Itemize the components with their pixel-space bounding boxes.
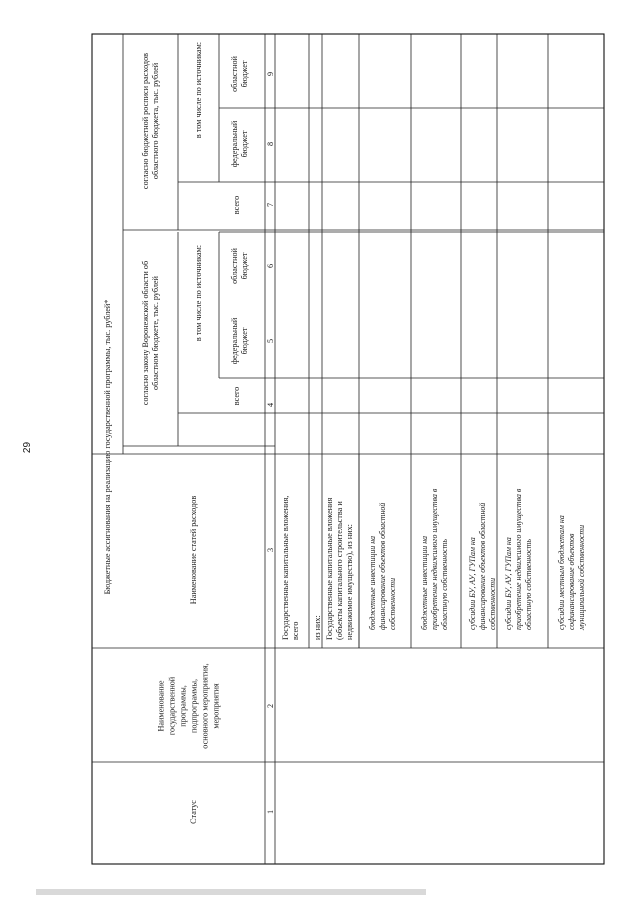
expense-row-3 — [325, 497, 354, 640]
expense-row-5-line: приобретение недвижимого имущества в — [430, 488, 439, 630]
expense-row-1 — [281, 496, 300, 640]
header-program-line: государственной — [167, 676, 177, 736]
expense-row-3-line: недвижимое имущество), из них: — [345, 524, 354, 640]
header-law-text — [141, 261, 160, 405]
header-federal-1-line: бюджет — [240, 327, 249, 355]
header-regional-2 — [230, 55, 249, 91]
header-regional-1-line: бюджет — [240, 252, 249, 280]
expense-row-2-text — [313, 615, 322, 640]
header-total-2 — [232, 196, 241, 214]
expense-row-4-line: собственности — [388, 577, 397, 630]
header-law-line: согласно закону Воронежской области об — [141, 260, 150, 406]
header-roster — [141, 53, 160, 189]
header-regional-1-text — [230, 247, 249, 283]
expense-row-7-line: приобретение недвижимого имущества в — [514, 488, 523, 630]
expense-row-8 — [557, 515, 586, 631]
header-status — [189, 800, 198, 824]
column-number-5 — [266, 339, 275, 343]
expense-row-8-line: софинансирование объектов — [567, 533, 576, 630]
expense-row-8-line: муниципальной собственности — [577, 524, 586, 630]
header-sources-2-text — [194, 42, 203, 138]
header-sources-1 — [194, 245, 203, 341]
header-program-line: подпрограммы, — [189, 679, 199, 733]
scan-edge — [36, 889, 426, 895]
table-frame — [92, 34, 604, 864]
expense-row-5-line: областную собственность — [440, 539, 449, 630]
header-regional-2-line: областной — [230, 56, 239, 92]
expense-row-1-line: всего — [291, 621, 300, 640]
expense-row-3-line: (объекты капитального строительства и — [335, 501, 344, 640]
header-expense-line: Наименование статей расходов — [189, 495, 198, 605]
column-number-5-text — [266, 339, 275, 343]
expense-row-4 — [368, 503, 397, 630]
column-number-1 — [266, 810, 275, 814]
header-program-line: программы, — [178, 685, 188, 727]
expense-row-7-line: областную собственность — [524, 539, 533, 630]
header-federal-2-text — [230, 120, 249, 167]
column-number-2-line: 2 — [266, 703, 275, 709]
header-regional-2-line: бюджет — [240, 60, 249, 88]
column-number-3-text — [266, 548, 275, 552]
header-program-line: Наименование — [156, 680, 166, 732]
header-federal-1-line: федеральный — [230, 317, 239, 365]
header-sources-2 — [194, 42, 203, 138]
column-number-6-text — [266, 264, 275, 268]
column-number-7-text — [266, 203, 275, 207]
column-number-2-text — [266, 704, 275, 708]
header-program — [157, 663, 221, 748]
header-federal-2-line: федеральный — [230, 120, 239, 168]
header-total-2-line: всего — [232, 195, 241, 215]
header-regional-1-line: областной — [230, 248, 239, 284]
column-number-1-text — [266, 810, 275, 814]
column-number-4 — [266, 403, 275, 407]
column-number-4-text — [266, 403, 275, 407]
header-sources-1-text — [194, 245, 203, 341]
header-law — [141, 261, 160, 405]
expense-row-2-line: из них: — [313, 615, 322, 640]
expense-row-7-text — [504, 488, 533, 630]
expense-row-1-text — [281, 496, 300, 640]
header-sources-2-line: в том числе по источникам: — [194, 41, 203, 139]
expense-row-4-line: бюджетные инвестиции на — [368, 535, 377, 630]
expense-row-5-text — [420, 488, 449, 630]
header-top-line: Бюджетные ассигнования на реализацию государственной программы, тыс. рублей* — [103, 299, 112, 595]
column-number-8-line: 8 — [266, 141, 275, 147]
header-roster-line: областного бюджета, тыс. рублей — [151, 62, 160, 180]
header-roster-line: согласно бюджетной росписи расходов — [141, 52, 150, 190]
header-total-1 — [232, 387, 241, 405]
header-sources-1-line: в том числе по источникам: — [194, 244, 203, 342]
expense-row-7 — [504, 488, 533, 630]
expense-row-8-line: субсидии местным бюджетам на — [557, 515, 566, 630]
header-expense-text — [189, 496, 198, 605]
header-regional-2-text — [230, 55, 249, 91]
header-federal-2 — [230, 120, 249, 167]
expense-row-5-line: бюджетные инвестиции на — [420, 535, 429, 630]
header-top — [103, 300, 112, 595]
column-number-9 — [266, 72, 275, 76]
expense-row-2 — [313, 615, 322, 640]
column-number-7 — [266, 203, 275, 207]
header-program-line: основного мероприятия, — [200, 663, 210, 749]
column-number-9-text — [266, 72, 275, 76]
column-number-4-line: 4 — [266, 402, 275, 408]
header-program-text — [157, 663, 221, 748]
expense-row-5 — [420, 488, 449, 630]
header-status-text — [189, 800, 198, 824]
column-number-9-line: 9 — [266, 71, 275, 77]
expense-row-8-text — [557, 515, 586, 631]
header-regional-1 — [230, 247, 249, 283]
column-number-5-line: 5 — [266, 338, 275, 344]
expense-row-3-line: Государственные капитальные вложения — [325, 497, 334, 640]
expense-row-1-line: Государственные капитальные вложения, — [281, 495, 290, 640]
column-number-6-line: 6 — [266, 263, 275, 269]
header-status-line: Статус — [189, 800, 198, 824]
column-number-2 — [266, 704, 275, 708]
column-number-6 — [266, 264, 275, 268]
header-federal-1-text — [230, 317, 249, 364]
expense-row-3-text — [325, 497, 354, 640]
header-program-line: мероприятия — [211, 683, 221, 729]
expense-row-6-text — [468, 503, 497, 630]
expense-row-6 — [468, 503, 497, 630]
header-top-text — [103, 300, 112, 595]
column-number-3 — [266, 548, 275, 552]
column-number-8-text — [266, 142, 275, 146]
header-total-1-text — [232, 387, 241, 405]
expense-row-7-line: субсидии БУ, АУ, ГУПам на — [504, 537, 513, 630]
column-number-3-line: 3 — [266, 547, 275, 553]
column-number-8 — [266, 142, 275, 146]
column-number-1-line: 1 — [266, 809, 275, 815]
header-federal-2-line: бюджет — [240, 130, 249, 158]
header-total-1-line: всего — [232, 386, 241, 406]
expense-row-4-line: финансирование объектов областной — [378, 502, 387, 630]
expense-row-4-text — [368, 503, 397, 630]
header-expense — [189, 496, 198, 605]
expense-row-6-line: финансирование объектов областной — [478, 502, 487, 630]
expense-row-6-line: субсидии БУ, АУ, ГУПам на — [468, 537, 477, 630]
page-number: 29 — [22, 441, 34, 454]
header-roster-text — [141, 53, 160, 189]
expense-row-6-line: собственности — [488, 577, 497, 630]
column-number-7-line: 7 — [266, 202, 275, 208]
header-total-2-text — [232, 196, 241, 214]
header-federal-1 — [230, 317, 249, 364]
header-law-line: областном бюджете, тыс. рублей — [151, 276, 160, 390]
